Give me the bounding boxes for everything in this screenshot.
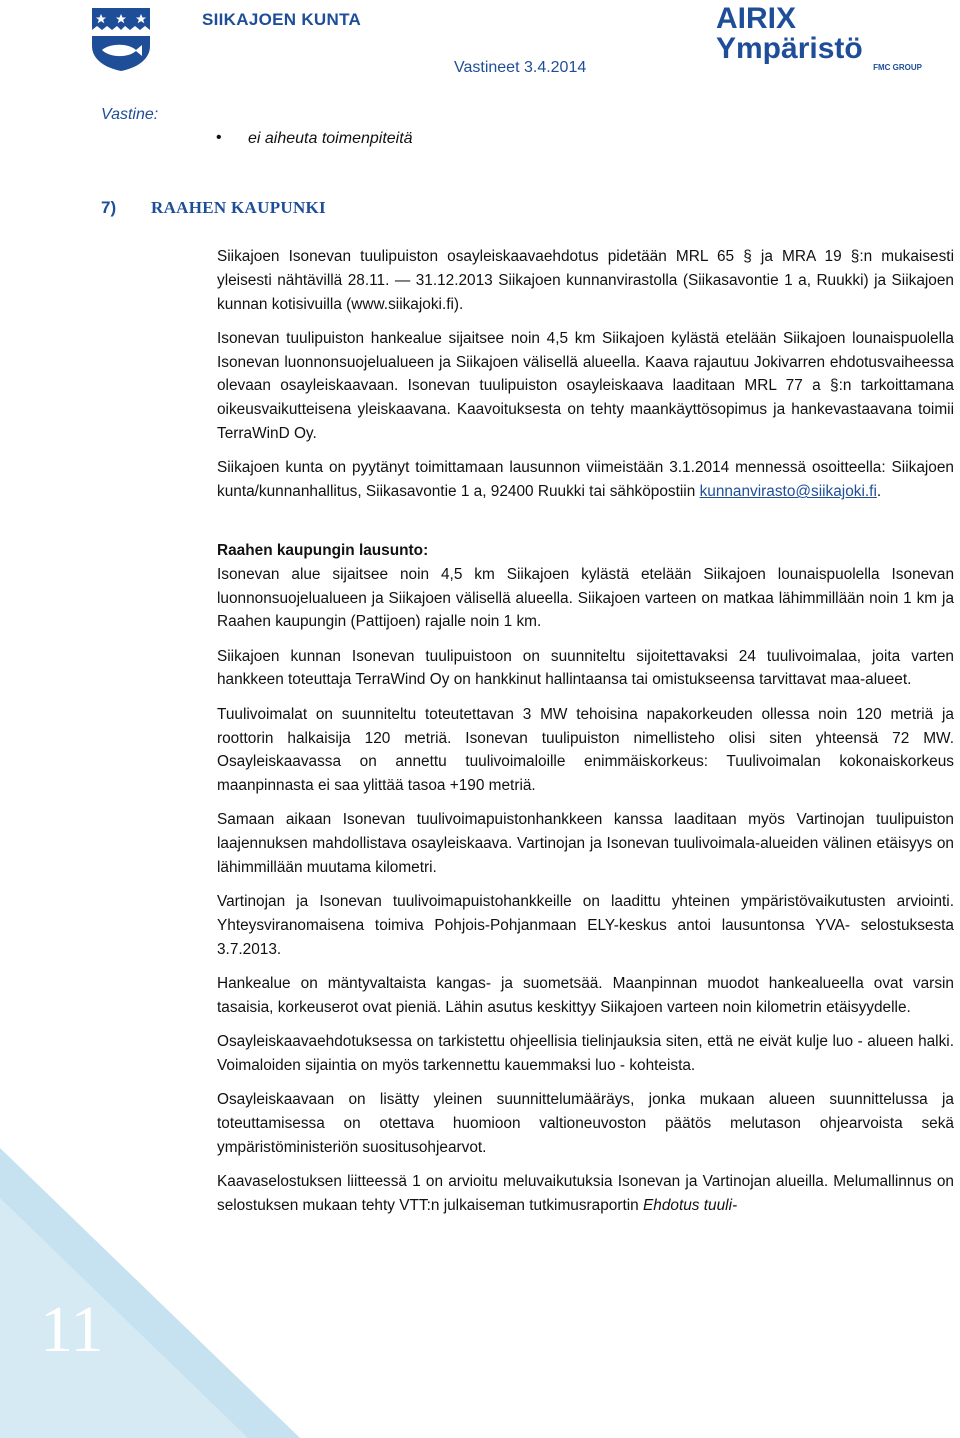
paragraph-turbine-specs: Tuulivoimalat on suunniteltu toteutettavan 3 MW tehoisina napakorkeuden ollessa noin 120 metriä ja roottorin halkaisija 120 metriä. Isonevan tuulipuiston nimellisteho olisi siten yhteensä 72 MW. Osayleiskaavassa on annettu tuulivoimaloille enimmäiskorkeus: Tuulivoimalan kokonaiskorkeus maanpinnasta ei saa ylittää tasoa +190 metriä.: [217, 705, 954, 795]
company-logo: [716, 4, 942, 72]
page-number: 11: [40, 1293, 104, 1366]
company-logo-text: AIRIX Ympäristö: [716, 2, 863, 65]
paragraph-vartinoja-plan: Samaan aikaan Isonevan tuulivoimapuistonhankkeen kanssa laaditaan myös Vartinojan tuulipuiston laajennuksen mahdollistava osayleiskaava. Vartinojan ja Isonevan tuulivoimala-alueiden välinen etäisyys on lähimmillään muutama kilometri.: [217, 811, 954, 877]
paragraph-location: Isonevan alue sijaitsee noin 4,5 km Siikajoen kylästä etelään Siikajoen lounaispuolella Isonevan luonnonsuojelualueen ja Siikajoen välisellä alueella. Siikajoen varteen on matkaa lähimmillään noin 1 km ja Raahen kaupungin (Pattijoen) rajalle noin 1 km.: [217, 565, 954, 631]
paragraph-terrain: Hankealue on mäntyvaltaista kangas- ja suometsää. Maanpinnan muodot hankealueella ovat varsin tasaisia, korkeuserot ovat pieniä. Lähin asutus keskittyy Siikajoen varteen noin kilometrin etäisyydelle.: [217, 975, 954, 1017]
noise-assessment-text: Kaavaselostuksen liitteessä 1 on arvioitu meluvaikutuksia Isonevan ja Vartinojan alueilla. Melumallinnus on selostuksen mukaan tehty VTT:n julkaiseman tutkimusraportin: [217, 1173, 954, 1215]
report-title-italic: Ehdotus tuuli-: [643, 1197, 738, 1215]
section-number: 7): [101, 198, 117, 217]
paragraph-project-area: Isonevan tuulipuiston hankealue sijaitsee noin 4,5 km Siikajoen kylästä etelään Siikajoen lounaispuolella Isonevan luonnonsuojelualueen ja Siikajoen välisellä alueella. Kaava rajautuu Jokivarren ehdotusvaiheessa olevaan osayleiskaavaan. Isonevan tuulipuiston osayleiskaava laaditaan MRL 77 a §:n tarkoittamana oikeusvaikutteisena yleiskaavana. Kaavoituksesta on tehty maankäyttösopimus ja hankevastaavana toimii TerraWinD Oy.: [217, 329, 954, 443]
page-corner-decoration-inner: [0, 1198, 248, 1438]
paragraph-planning-regulation: Osayleiskaavaan on lisätty yleinen suunnittelumääräys, jonka mukaan alueen suunnittelussa ja toteuttamisessa on otettava huomioon valtioneuvoston päätös melutason ohjearvoista sekä ympäristöministeriön suositusohjearvot.: [217, 1091, 954, 1156]
municipality-name: SIIKAJOEN KUNTA: [202, 10, 362, 29]
paragraph-road-lines: Osayleiskaavaehdotuksessa on tarkistettu ohjeellisia tielinjauksia siten, että ne eivät kulje luo - alueen halki. Voimaloiden sijaintia on myös tarkennettu kauemmaksi luo - kohteista.: [217, 1033, 954, 1075]
paragraph-eia: Vartinojan ja Isonevan tuulivoimapuistohankkeille on laadittu yhteinen ympäristövaikutusten arviointi. Yhteysviranomaisena toimiva Pohjois-Pohjanmaan ELY-keskus antoi lausuntonsa YVA- selostuksesta 3.7.2013.: [217, 893, 954, 958]
response-bullet-text: ei aiheuta toimenpiteitä: [248, 130, 413, 147]
bullet-icon: •: [216, 129, 222, 146]
paragraph-statement-request: [217, 456, 954, 504]
municipality-crest-icon: [90, 6, 152, 72]
response-label: Vastine:: [101, 106, 159, 123]
paragraph-turbine-count: Siikajoen kunnan Isonevan tuulipuistoon on suunniteltu sijoitettavaksi 24 tuulivoimalaa, joita varten hankkeen toteuttaja TerraWind Oy on hankkinut hallintaansa tai omistukseensa tarvittavat maa-alueet.: [217, 647, 954, 689]
statement-request-end: .: [876, 483, 882, 501]
document-version: Vastineet 3.4.2014: [454, 59, 587, 76]
statement-request-text: Siikajoen kunta on pyytänyt toimittamaan lausunnon viimeistään 3.1.2014 mennessä osoitteella: Siikajoen kunta/kunnanhallitus, Siikasavontie 1 a, 92400 Ruukki tai sähköpostiin: [217, 459, 954, 501]
document-body: [217, 245, 954, 1228]
email-link[interactable]: kunnanvirasto@siikajoki.fi: [699, 483, 877, 501]
paragraph-noise-assessment: [217, 1170, 954, 1218]
section-title: RAAHEN KAUPUNKI: [151, 198, 326, 217]
statement-heading: Raahen kaupungin lausunto:: [217, 541, 429, 559]
company-logo-subtitle: FMC GROUP: [873, 63, 922, 72]
paragraph-notice: Siikajoen Isonevan tuulipuiston osayleiskaavaehdotus pidetään MRL 65 § ja MRA 19 §:n mukaisesti yleisesti nähtävillä 28.11. — 31.12.2013 Siikajoen kunnanvirastolla (Siikasavontie 1 a, Ruukki) ja Siikajoen kunnan kotisivuilla (www.siikajoki.fi).: [217, 248, 954, 313]
